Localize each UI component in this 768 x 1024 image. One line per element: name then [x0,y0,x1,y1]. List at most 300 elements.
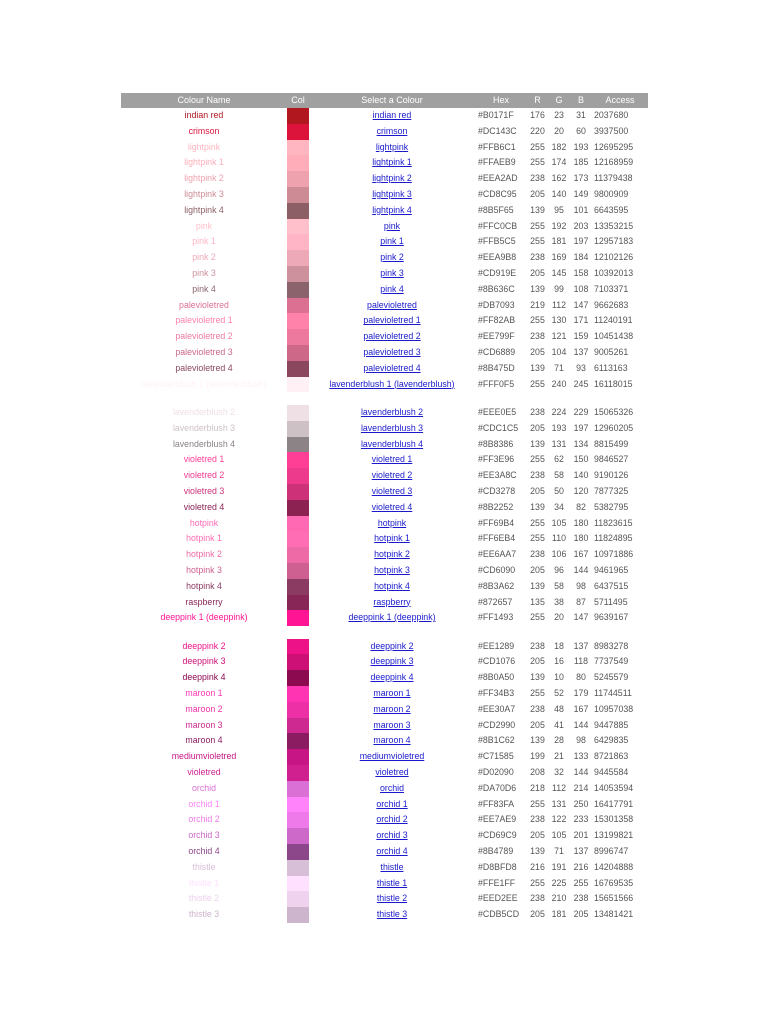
colour-name-cell: raspberry [185,596,223,607]
swatch-fill [287,765,309,781]
table-row [121,563,648,579]
select-colour-link[interactable] [309,298,475,314]
swatch-fill [287,298,309,314]
table-row [121,670,648,686]
hex-cell: #872657 [478,596,513,607]
access-cell: 7737549 [594,656,629,667]
blue-cell: 140 [573,470,589,481]
colour-link[interactable]: orchid 1 [376,798,408,809]
green-cell: 112 [551,782,567,793]
hex-cell: #CDC1C5 [478,422,519,433]
colour-name-cell: violetred [187,767,221,778]
select-colour-link[interactable] [309,468,475,484]
swatch-fill [287,329,309,345]
colour-swatch [287,361,309,377]
colour-link[interactable]: lavenderblush 4 [360,438,424,449]
colour-swatch [287,484,309,500]
swatch-fill [287,108,309,124]
colour-name-cell: deeppink 1 (deeppink) [160,612,248,623]
colour-name-cell: palevioletred 2 [175,331,233,342]
hex-cell: #CD6090 [478,564,516,575]
colour-link[interactable]: indian red [372,110,412,120]
colour-swatch [287,500,309,516]
access-cell: 5711495 [594,596,628,607]
colour-link[interactable]: maroon 4 [373,735,411,746]
select-colour-link[interactable] [309,500,475,516]
colour-name-cell: deeppink 4 [182,672,226,683]
colour-swatch [287,718,309,734]
hex-cell: #8B0A50 [478,672,515,683]
green-cell: 191 [551,861,567,872]
red-cell: 218 [530,782,545,793]
table-row [121,155,648,171]
colour-link[interactable]: thistle [380,861,404,872]
colour-link[interactable]: deeppink 1 (deeppink) [348,612,436,623]
blue-cell: 108 [573,283,589,294]
colour-swatch [287,828,309,844]
blue-cell: 101 [573,204,589,215]
select-colour-link[interactable] [309,345,475,361]
hex-cell: #D8BFD8 [478,861,517,872]
select-colour-link[interactable] [309,765,475,781]
swatch-fill [287,639,309,655]
table-row [121,187,648,203]
colour-swatch [287,234,309,250]
colour-swatch [287,187,309,203]
select-colour-link[interactable] [309,282,475,298]
colour-name-cell: hotpink 4 [186,580,222,591]
swatch-fill [287,124,309,140]
colour-swatch [287,891,309,907]
red-cell: 139 [530,438,545,449]
red-cell: 205 [530,188,545,199]
colour-link[interactable]: violetred [375,767,409,778]
colour-name-cell: lightpink 1 [184,157,224,168]
colour-swatch [287,516,309,532]
select-colour-link[interactable] [309,187,475,203]
red-cell: 205 [530,267,545,278]
green-cell: 48 [554,703,564,714]
colour-link[interactable]: pink 2 [380,252,404,263]
colour-link[interactable]: palevioletred 1 [363,315,421,326]
colour-name-cell: hotpink 3 [186,564,222,575]
green-cell: 23 [554,110,564,120]
access-cell: 6429835 [594,735,629,746]
access-cell: 10392013 [594,267,634,278]
red-cell: 205 [530,719,545,730]
swatch-fill [287,171,309,187]
select-colour-link[interactable] [309,484,475,500]
select-colour-link[interactable] [309,812,475,828]
select-colour-link[interactable] [309,718,475,734]
hex-cell: #EE7AE9 [478,814,517,825]
select-colour-link[interactable] [309,108,475,124]
colour-name-cell: orchid 4 [188,846,220,857]
swatch-fill [287,140,309,156]
green-cell: 104 [551,346,567,357]
colour-link[interactable]: deeppink 4 [370,672,414,683]
select-colour-link[interactable] [309,313,475,329]
colour-link[interactable]: maroon 1 [373,688,411,699]
colour-link[interactable]: deeppink 2 [370,640,414,651]
select-colour-link[interactable] [309,531,475,547]
blue-cell: 233 [573,814,589,825]
access-cell: 9639167 [594,612,629,623]
colour-link[interactable]: orchid 2 [376,814,408,825]
swatch-fill [287,702,309,718]
access-cell: 9846527 [594,454,629,465]
colour-name-cell: maroon 3 [185,719,223,730]
hex-cell: #CD3278 [478,485,516,496]
colour-link[interactable]: lightpink 4 [372,204,412,215]
blue-cell: 144 [573,564,589,575]
colour-link[interactable]: raspberry [373,596,411,607]
select-colour-link[interactable] [309,124,475,140]
select-colour-link[interactable] [309,876,475,892]
access-cell: 15301358 [594,814,634,825]
blue-cell: 201 [573,830,589,841]
header-b: B [577,95,584,105]
access-cell: 7103371 [594,283,629,294]
blue-cell: 179 [573,688,589,699]
hex-cell: #8B2252 [478,501,514,512]
green-cell: 32 [554,767,564,778]
red-cell: 139 [530,580,545,591]
colour-swatch [287,702,309,718]
colour-swatch [287,468,309,484]
green-cell: 110 [551,533,567,544]
select-colour-link[interactable] [309,203,475,219]
table-row [121,733,648,749]
colour-swatch [287,860,309,876]
row-spacer [121,626,648,639]
hex-cell: #CD8C95 [478,188,517,199]
colour-swatch [287,405,309,421]
blue-cell: 144 [573,767,589,778]
hex-cell: #FFAEB9 [478,157,516,168]
select-colour-link[interactable] [309,405,475,421]
table-body [121,108,648,923]
select-colour-link[interactable] [309,610,475,626]
hex-cell: #FFE1FF [478,877,516,888]
select-colour-link[interactable] [309,516,475,532]
swatch-fill [287,531,309,547]
table-row [121,468,648,484]
select-colour-link[interactable] [309,579,475,595]
colour-name-cell: violetred 1 [183,454,225,465]
select-colour-link[interactable] [309,563,475,579]
table-row [121,298,648,314]
colour-swatch [287,282,309,298]
select-colour-link[interactable] [309,781,475,797]
select-colour-link[interactable] [309,171,475,187]
select-colour-link[interactable] [309,733,475,749]
green-cell: 112 [551,299,567,310]
access-cell: 12695295 [594,141,634,152]
green-cell: 71 [554,362,564,373]
header-hex: Hex [492,95,509,105]
colour-link[interactable]: lavenderblush 1 (lavenderblush) [329,378,455,389]
blue-cell: 134 [573,438,589,449]
select-colour-link[interactable] [309,155,475,171]
colour-link[interactable]: lightpink 2 [372,173,412,184]
swatch-fill [287,610,309,626]
colour-link[interactable]: maroon 3 [373,719,411,730]
red-cell: 238 [530,549,545,560]
colour-link[interactable]: hotpink [377,517,407,528]
colour-link[interactable]: thistle 1 [376,877,408,888]
colour-link[interactable]: orchid 4 [376,846,408,857]
colour-name-cell: lavenderblush 4 [172,438,236,449]
access-cell: 15651566 [594,893,634,904]
colour-link[interactable]: thistle 2 [376,893,408,904]
select-colour-link[interactable] [309,452,475,468]
colour-swatch [287,171,309,187]
hex-cell: #8B1C62 [478,735,515,746]
select-colour-link[interactable] [309,421,475,437]
blue-cell: 150 [573,454,589,465]
select-colour-link[interactable] [309,361,475,377]
select-colour-link[interactable] [309,329,475,345]
colour-link[interactable]: lightpink [375,141,409,152]
swatch-fill [287,860,309,876]
red-cell: 255 [530,315,545,326]
select-colour-link[interactable] [309,140,475,156]
red-cell: 238 [530,252,545,263]
colour-name-cell: maroon 2 [185,703,223,714]
colour-name-cell: orchid 1 [188,798,220,809]
blue-cell: 149 [573,188,589,199]
colour-link[interactable]: pink 3 [380,267,404,278]
blue-cell: 159 [573,331,589,342]
colour-swatch [287,108,309,124]
table-row [121,876,648,892]
select-colour-link[interactable] [309,670,475,686]
table-row [121,797,648,813]
access-cell: 7877325 [594,485,629,496]
select-colour-link[interactable] [309,844,475,860]
select-colour-link[interactable] [309,702,475,718]
access-cell: 12168959 [594,157,634,168]
colour-link[interactable]: thistle 3 [376,909,408,920]
access-cell: 11823615 [594,517,633,528]
colour-link[interactable]: hotpink 3 [374,564,410,575]
table-row [121,234,648,250]
swatch-fill [287,516,309,532]
blue-cell: 216 [573,861,589,872]
blue-cell: 229 [573,406,589,417]
colour-swatch [287,421,309,437]
colour-link[interactable]: violetred 3 [371,485,413,496]
colour-link[interactable]: hotpink 4 [374,580,410,591]
red-cell: 238 [530,331,545,342]
select-colour-link[interactable] [309,219,475,235]
green-cell: 162 [551,173,567,184]
select-colour-link[interactable] [309,639,475,655]
colour-link[interactable]: orchid 3 [376,830,408,841]
green-cell: 20 [554,612,564,623]
select-colour-link[interactable] [309,891,475,907]
swatch-fill [287,828,309,844]
red-cell: 139 [530,501,545,512]
red-cell: 139 [530,846,545,857]
table-row [121,421,648,437]
colour-name-cell: thistle 1 [188,877,220,888]
colour-link[interactable]: deeppink 3 [370,656,414,667]
colour-name-cell: indian red [184,110,224,120]
access-cell: 11379438 [594,173,633,184]
blue-cell: 98 [576,735,586,746]
select-colour-link[interactable] [309,686,475,702]
access-cell: 6437515 [594,580,629,591]
access-cell: 9447885 [594,719,629,730]
colour-name-cell: lightpink 2 [184,173,224,184]
blue-cell: 245 [573,378,589,389]
colour-link[interactable]: palevioletred 4 [363,362,421,373]
colour-swatch [287,595,309,611]
red-cell: 238 [530,703,545,714]
blue-cell: 167 [573,703,589,714]
colour-name-cell: violetred 3 [183,485,225,496]
colour-link[interactable]: violetred 1 [371,454,413,465]
select-colour-link[interactable] [309,234,475,250]
colour-link[interactable]: palevioletred 3 [363,346,421,357]
hex-cell: #FFB5C5 [478,236,516,247]
hex-cell: #8B636C [478,283,515,294]
table-row [121,686,648,702]
colour-link[interactable]: maroon 2 [373,703,411,714]
hex-cell: #DC143C [478,125,517,136]
red-cell: 238 [530,640,545,651]
colour-swatch [287,610,309,626]
green-cell: 121 [551,331,567,342]
table-row [121,345,648,361]
swatch-fill [287,579,309,595]
colour-link[interactable]: orchid [380,782,404,793]
select-colour-link[interactable] [309,828,475,844]
green-cell: 240 [551,378,567,389]
red-cell: 176 [530,110,545,120]
colour-link[interactable]: pink 1 [380,236,404,247]
colour-name-cell: pink 1 [192,236,216,247]
hex-cell: #EE799F [478,331,515,342]
colour-swatch [287,345,309,361]
colour-link[interactable]: palevioletred [367,299,417,310]
blue-cell: 98 [576,580,586,591]
hex-cell: #8B8386 [478,438,514,449]
select-colour-link[interactable] [309,377,475,393]
blue-cell: 82 [576,501,586,512]
blue-cell: 137 [573,640,589,651]
table-row [121,907,648,923]
select-colour-link[interactable] [309,797,475,813]
colour-name-cell: violetred 2 [183,470,225,481]
table-row [121,781,648,797]
swatch-fill [287,876,309,892]
blue-cell: 137 [573,846,589,857]
colour-swatch [287,437,309,453]
red-cell: 139 [530,362,545,373]
colour-name-cell: crimson [188,125,220,136]
colour-link[interactable]: mediumvioletred [359,751,425,762]
colour-link[interactable]: lightpink 1 [372,157,412,168]
table-row [121,452,648,468]
red-cell: 208 [530,767,545,778]
colour-link[interactable]: violetred 2 [371,470,413,481]
colour-link[interactable]: lavenderblush 2 [360,406,424,417]
colour-link[interactable]: palevioletred 2 [363,331,421,342]
select-colour-link[interactable] [309,437,475,453]
select-colour-link[interactable] [309,595,475,611]
colour-link[interactable]: lavenderblush 3 [360,422,424,433]
table-row [121,844,648,860]
select-colour-link[interactable] [309,266,475,282]
row-spacer [121,392,648,405]
hex-cell: #EEA2AD [478,173,518,184]
green-cell: 131 [551,438,567,449]
colour-link[interactable]: pink 4 [380,283,404,294]
blue-cell: 180 [573,533,589,544]
green-cell: 106 [551,549,567,560]
colour-link[interactable]: pink [383,220,401,231]
select-colour-link[interactable] [309,860,475,876]
colour-name-cell: maroon 1 [185,688,223,699]
select-colour-link[interactable] [309,547,475,563]
colour-link[interactable]: hotpink 1 [374,533,410,544]
hex-cell: #FF3E96 [478,454,515,465]
table-row [121,749,648,765]
access-cell: 10957038 [594,703,634,714]
hex-cell: #FF6EB4 [478,533,516,544]
colour-link[interactable]: lightpink 3 [372,188,412,199]
colour-name-cell: palevioletred 1 [175,315,233,326]
colour-link[interactable]: violetred 4 [371,501,413,512]
swatch-fill [287,345,309,361]
colour-name-cell: mediumvioletred [171,751,237,762]
red-cell: 139 [530,204,545,215]
red-cell: 216 [530,861,545,872]
table-row [121,891,648,907]
red-cell: 238 [530,470,545,481]
blue-cell: 60 [576,125,586,136]
colour-swatch [287,686,309,702]
select-colour-link[interactable] [309,749,475,765]
table-row [121,361,648,377]
header-colour-name: Colour Name [177,95,231,105]
swatch-fill [287,595,309,611]
table-row [121,140,648,156]
blue-cell: 137 [573,346,589,357]
table-row [121,108,648,124]
colour-swatch [287,670,309,686]
select-colour-link[interactable] [309,250,475,266]
colour-link[interactable]: hotpink 2 [374,549,410,560]
colour-swatch [287,781,309,797]
green-cell: 18 [554,640,564,651]
select-colour-link[interactable] [309,907,475,923]
green-cell: 41 [554,719,564,730]
colour-name-cell: violetred 4 [183,501,225,512]
access-cell: 8721863 [594,751,629,762]
colour-swatch [287,844,309,860]
select-colour-link[interactable] [309,654,475,670]
green-cell: 225 [551,877,567,888]
table-row [121,437,648,453]
blue-cell: 118 [573,656,589,667]
table-row [121,516,648,532]
swatch-fill [287,718,309,734]
colour-link[interactable]: crimson [376,125,408,136]
